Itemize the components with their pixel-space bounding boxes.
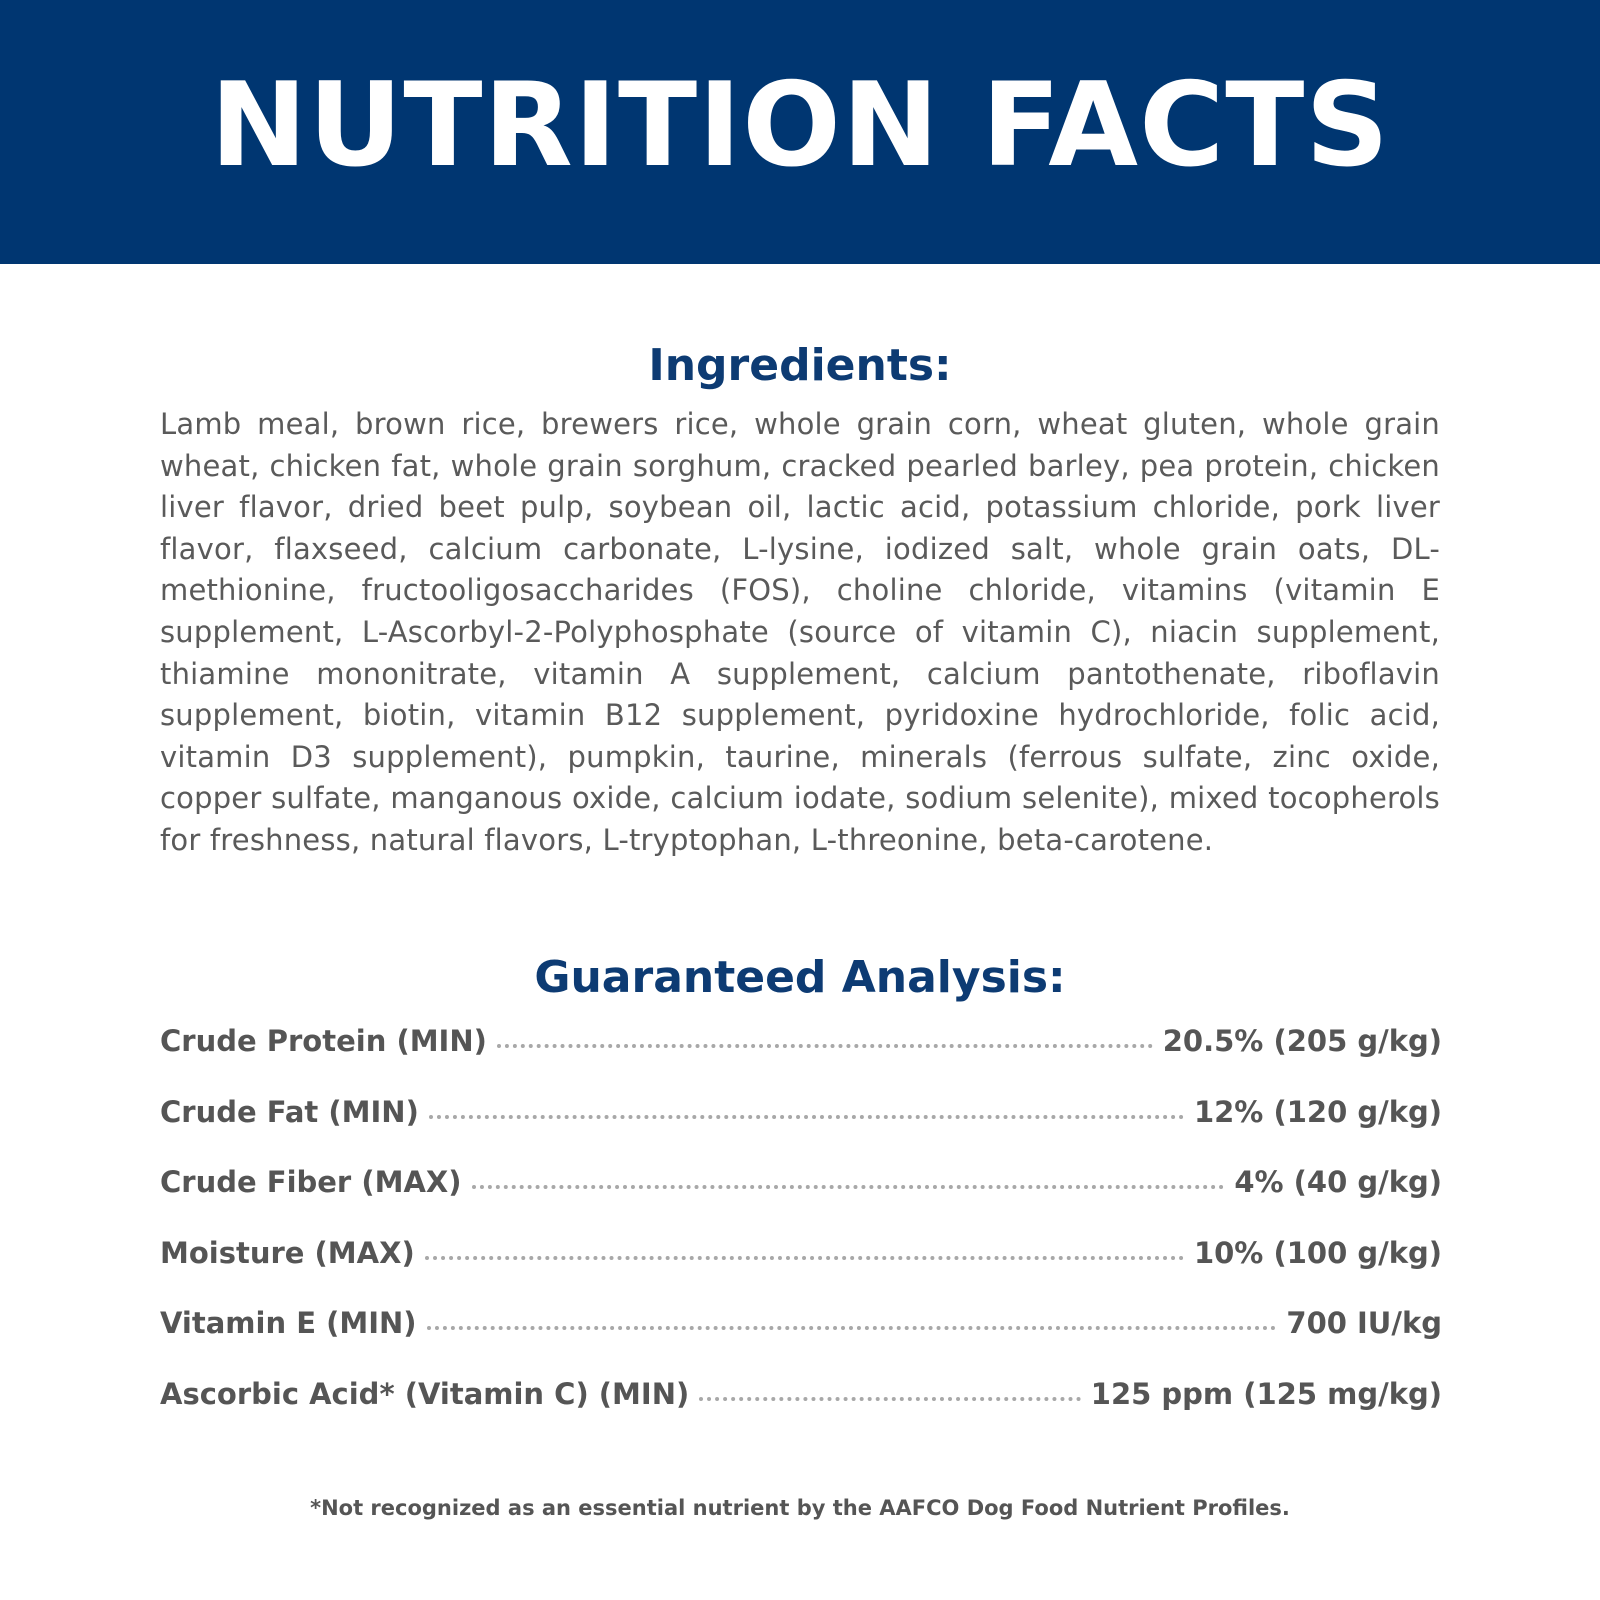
ingredients-text: Lamb meal, brown rice, brewers rice, whole grain corn, wheat gluten, whole grain wheat, chicken fat, whole grain sorghum, cracked pearled barley, pea protein, chicken liver flavor, dried beet pulp, soybean oil, lactic acid, potassium chloride, pork liver flavor, flaxseed, calcium carbonate, L-lysine, iodized salt, whole grain oats, DL-methionine, fructooligosaccharides (FOS), choline chloride, vitamins (vitamin E supplement, L-Ascorbyl-2-Polyphosphate (source of vitamin C), niacin supplement, thiamine mononitrate, vitamin A supplement, calcium pantothenate, riboflavin supplement, biotin, vitamin B12 supplement, pyridoxine hydrochloride, folic acid, vitamin D3 supplement), pumpkin, taurine, minerals (ferrous sulfate, zinc oxide, copper sulfate, manganous oxide, calcium iodate, sodium selenite), mixed tocopherols for freshness, natural flavors, L-tryptophan, L-threonine, beta-carotene. xyxy=(160,407,1440,857)
analysis-row-crude-fiber xyxy=(160,1165,1442,1236)
analysis-value: 125 ppm (125 mg/kg) xyxy=(1090,1376,1442,1411)
analysis-row-moisture xyxy=(160,1236,1442,1307)
dot-leader xyxy=(699,1397,1081,1401)
page-title: NUTRITION FACTS xyxy=(210,58,1390,193)
analysis-row-ascorbic-acid xyxy=(160,1377,1442,1448)
analysis-row-crude-fat xyxy=(160,1095,1442,1166)
guaranteed-analysis-heading: Guaranteed Analysis: xyxy=(534,952,1066,1003)
header-banner xyxy=(0,0,1600,264)
analysis-label: Crude Protein (MIN) xyxy=(160,1024,487,1058)
dot-leader xyxy=(472,1185,1225,1189)
analysis-row-vitamin-e xyxy=(160,1306,1442,1377)
analysis-label: Moisture (MAX) xyxy=(160,1235,415,1270)
analysis-row-crude-protein xyxy=(160,1024,1442,1095)
analysis-value: 10% (100 g/kg) xyxy=(1193,1235,1442,1270)
dot-leader xyxy=(429,1115,1184,1119)
analysis-value: 20.5% (205 g/kg) xyxy=(1162,1024,1442,1058)
footnote: *Not recognized as an essential nutrient by the AAFCO Dog Food Nutrient Profiles. xyxy=(310,1496,1290,1520)
analysis-value: 12% (120 g/kg) xyxy=(1193,1094,1442,1129)
analysis-label: Crude Fat (MIN) xyxy=(160,1094,419,1129)
guaranteed-analysis-list xyxy=(160,1024,1442,1447)
dot-leader xyxy=(425,1256,1184,1260)
ingredients-heading: Ingredients: xyxy=(648,340,952,391)
dot-leader xyxy=(427,1326,1277,1330)
analysis-label: Crude Fiber (MAX) xyxy=(160,1165,462,1199)
dot-leader xyxy=(497,1044,1153,1048)
analysis-value: 4% (40 g/kg) xyxy=(1234,1165,1442,1199)
analysis-value: 700 IU/kg xyxy=(1286,1306,1442,1340)
analysis-label: Ascorbic Acid* (Vitamin C) (MIN) xyxy=(160,1376,690,1411)
analysis-label: Vitamin E (MIN) xyxy=(160,1306,417,1340)
